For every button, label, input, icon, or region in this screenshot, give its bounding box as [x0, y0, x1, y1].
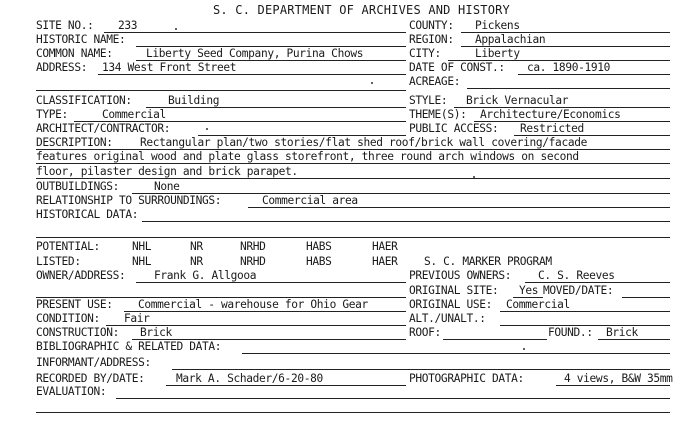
evaluation-label: EVALUATION: — [36, 385, 107, 398]
county-label: COUNTY: — [409, 19, 454, 32]
construction-value: Brick — [140, 326, 172, 339]
listed-option-haer: HAER — [372, 255, 398, 268]
region-label: REGION: — [409, 33, 454, 46]
architect-label: ARCHITECT/CONTRACTOR: — [36, 122, 171, 135]
potential-option-nhl: NHL — [132, 240, 152, 253]
recorded-by-line — [166, 385, 406, 386]
original-use-line — [500, 311, 670, 312]
listed-option-habs: HABS — [306, 255, 332, 268]
date-of-const-line — [518, 74, 670, 75]
description-rule-2 — [36, 163, 670, 164]
potential-option-habs: HABS — [306, 240, 332, 253]
relationship-label: RELATIONSHIP TO SURROUNDINGS: — [36, 194, 222, 207]
listed-option-nhl: NHL — [132, 255, 152, 268]
foundation-label: FOUND.: — [548, 326, 593, 339]
section-rule-1 — [36, 90, 406, 91]
site-no-label: SITE NO.: — [36, 19, 94, 32]
address-line — [98, 74, 406, 75]
original-site-value: Yes — [519, 284, 539, 297]
acreage-label: ACREAGE: — [409, 75, 461, 88]
relationship-value: Commercial area — [262, 194, 358, 207]
original-site-label: ORIGINAL SITE: — [409, 284, 499, 297]
historical-data-rule-2 — [36, 237, 670, 238]
scan-speck — [523, 348, 525, 350]
county-value: Pickens — [475, 19, 520, 32]
form-title: S. C. DEPARTMENT OF ARCHIVES AND HISTORY — [213, 3, 510, 17]
photographic-data-line — [556, 385, 670, 386]
historic-name-label: HISTORIC NAME: — [36, 33, 126, 46]
previous-owners-value: C. S. Reeves — [538, 269, 615, 282]
site-no-value: 233 — [118, 19, 138, 32]
common-name-label: COMMON NAME: — [36, 47, 113, 60]
acreage-line — [467, 88, 670, 89]
region-value: Appalachian — [475, 33, 546, 46]
informant-line — [172, 369, 670, 370]
owner-line — [136, 282, 406, 283]
marker-program-heading: S. C. MARKER PROGRAM — [424, 255, 552, 268]
bibliographic-label: BIBLIOGRAPHIC & RELATED DATA: — [36, 340, 222, 353]
construction-label: CONSTRUCTION: — [36, 326, 120, 339]
foundation-value: Brick — [606, 326, 638, 339]
potential-option-haer: HAER — [372, 240, 398, 253]
style-label: STYLE: — [409, 94, 448, 107]
classification-value: Building — [168, 94, 220, 107]
classification-line — [146, 107, 406, 108]
moved-date-line — [622, 297, 670, 298]
potential-option-nrhd: NRHD — [240, 240, 266, 253]
bibliographic-line — [242, 353, 670, 354]
roof-label: ROOF: — [409, 326, 441, 339]
condition-value: Fair — [124, 312, 150, 325]
scan-speck — [473, 176, 475, 178]
themes-value: Architecture/Economics — [480, 108, 621, 121]
recorded-by-value: Mark A. Schader/6-20-80 — [176, 372, 323, 385]
foundation-line — [598, 339, 670, 340]
scan-speck — [206, 128, 208, 130]
present-use-line — [124, 311, 406, 312]
scan-speck — [175, 28, 177, 30]
owner-label: OWNER/ADDRESS: — [36, 269, 126, 282]
photographic-data-value: 4 views, B&W 35mm — [564, 372, 673, 385]
evaluation-line — [116, 398, 670, 399]
potential-option-nr: NR — [190, 240, 203, 253]
date-of-const-label: DATE OF CONST.: — [409, 61, 505, 74]
original-use-value: Commercial — [506, 298, 570, 311]
description-line-3: floor, pilaster design and brick parapet. — [36, 165, 298, 178]
scan-speck — [371, 82, 373, 84]
previous-owners-label: PREVIOUS OWNERS: — [409, 269, 512, 282]
city-value: Liberty — [475, 47, 520, 60]
description-line-2: features original wood and plate glass storefront, three round arch windows on second — [36, 150, 579, 163]
condition-label: CONDITION: — [36, 312, 100, 325]
address-label: ADDRESS: — [36, 61, 88, 74]
original-use-label: ORIGINAL USE: — [409, 298, 493, 311]
outbuildings-label: OUTBUILDINGS: — [36, 180, 120, 193]
moved-date-label: MOVED/DATE: — [543, 284, 614, 297]
recorded-by-label: RECORDED BY/DATE: — [36, 372, 145, 385]
owner-value: Frank G. Allgooa — [154, 269, 257, 282]
historical-data-line — [142, 221, 670, 222]
public-access-value: Restricted — [520, 122, 584, 135]
classification-label: CLASSIFICATION: — [36, 94, 132, 107]
common-name-value: Liberty Seed Company, Purina Chows — [146, 47, 364, 60]
public-access-label: PUBLIC ACCESS: — [409, 122, 499, 135]
present-use-label: PRESENT USE: — [36, 298, 113, 311]
previous-owners-line — [525, 282, 670, 283]
roof-line — [443, 339, 547, 340]
present-use-value: Commercial - warehouse for Ohio Gear — [138, 298, 368, 311]
listed-option-nrhd: NRHD — [240, 255, 266, 268]
relationship-line — [248, 207, 670, 208]
listed-option-nr: NR — [190, 255, 203, 268]
listed-label: LISTED: — [36, 255, 81, 268]
style-value: Brick Vernacular — [466, 94, 569, 107]
evaluation-rule-2 — [36, 412, 670, 413]
alt-unalt-label: ALT./UNALT.: — [409, 312, 486, 325]
potential-label: POTENTIAL: — [36, 240, 100, 253]
date-of-const-value: ca. 1890-1910 — [527, 61, 611, 74]
site-no-line — [104, 32, 406, 33]
photographic-data-label: PHOTOGRAPHIC DATA: — [409, 372, 524, 385]
description-label: DESCRIPTION: — [36, 136, 113, 149]
type-value: Commercial — [102, 108, 166, 121]
themes-label: THEME(S): — [409, 108, 467, 121]
outbuildings-value: None — [154, 180, 180, 193]
informant-label: INFORMANT/ADDRESS: — [36, 356, 151, 369]
address-value: 134 West Front Street — [102, 61, 237, 74]
type-label: TYPE: — [36, 108, 68, 121]
historical-data-label: HISTORICAL DATA: — [36, 208, 139, 221]
description-line-1: Rectangular plan/two stories/flat shed roof/brick wall covering/facade — [140, 136, 587, 149]
city-label: CITY: — [409, 47, 441, 60]
description-rule-3 — [36, 178, 670, 179]
